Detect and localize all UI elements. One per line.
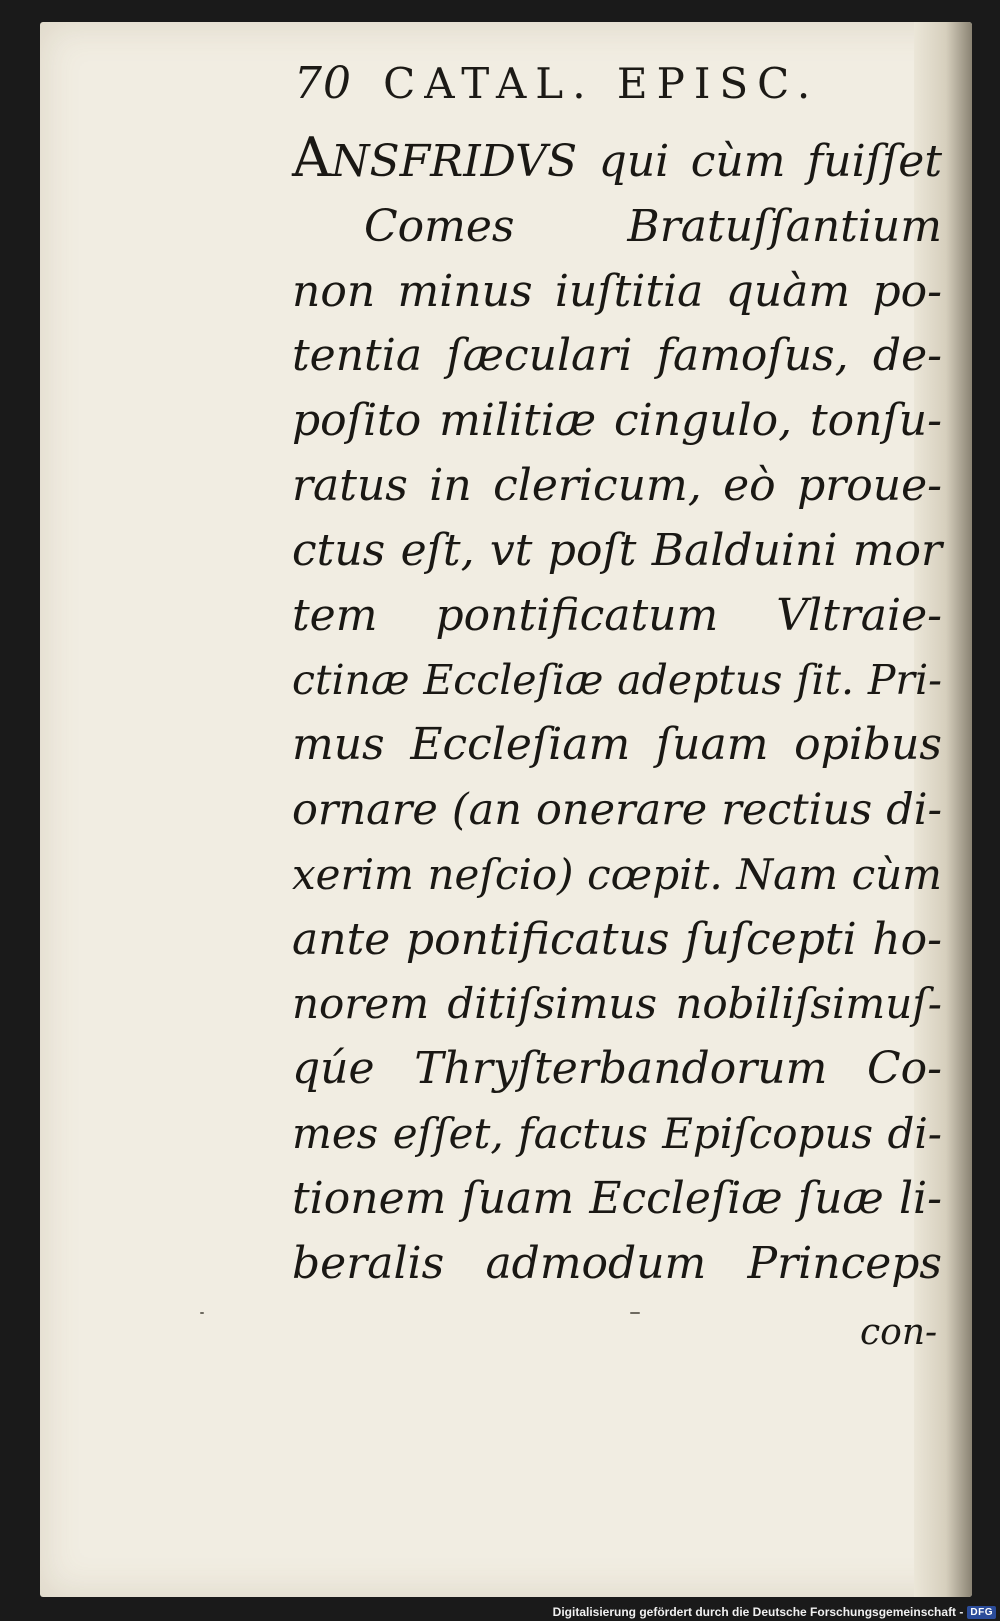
text-line-9: ctinæ Eccleſiæ adeptus ſit. Pri- bbox=[292, 656, 942, 705]
page-number: 70 bbox=[294, 58, 352, 109]
text-line-2: Comes Bratuſſantium bbox=[364, 200, 942, 252]
text-line-13: ante pontificatus ſuſcepti ho- bbox=[292, 913, 942, 965]
text-line-12: xerim neſcio) cœpit. Nam cùm bbox=[292, 849, 942, 899]
text-line-4: tentia ſæculari famoſus, de- bbox=[292, 330, 942, 382]
text-line-18: beralis admodum Princeps bbox=[292, 1237, 942, 1289]
text-line-8: tem pontificatum Vltraie- bbox=[292, 589, 942, 641]
text-line-6: ratus in clericum, eò proue- bbox=[292, 459, 942, 511]
running-header bbox=[294, 58, 819, 109]
text-line-16: mes eſſet, factus Epiſcopus di- bbox=[292, 1108, 942, 1158]
catchword: con- bbox=[860, 1312, 938, 1353]
text-line-14: norem ditiſsimus nobiliſsimuſ- bbox=[292, 979, 942, 1029]
text-line-11: ornare (an onerare rectius di- bbox=[292, 784, 942, 835]
text-line-15: qúe Thryſterbandorum Co- bbox=[292, 1043, 942, 1095]
drop-cap: A bbox=[292, 126, 331, 189]
text-line-1 bbox=[292, 126, 942, 195]
text-line-10: mus Eccleſiam ſuam opibus bbox=[292, 719, 942, 771]
dfg-logo: DFG bbox=[967, 1606, 996, 1619]
paper-speck bbox=[630, 1312, 640, 1314]
text-line-5: poſito militiæ cingulo, tonſu- bbox=[292, 395, 942, 447]
text-line-3: non minus iuſtitia quàm po- bbox=[292, 265, 942, 317]
credit-text: Digitalisierung gefördert durch die Deutsche Forschungsgemeinschaft - bbox=[552, 1605, 964, 1619]
running-title: CATAL. EPISC. bbox=[383, 59, 820, 108]
text-line-1-rest: NSFRIDVS qui cùm fuiſſet bbox=[331, 136, 942, 187]
text-line-7: ctus eſt, vt poſt Balduini mor bbox=[292, 524, 942, 576]
digitization-credit bbox=[553, 1603, 996, 1621]
paper-speck bbox=[200, 1312, 204, 1314]
body-text bbox=[292, 126, 942, 1296]
text-line-17: tionem ſuam Eccleſiæ ſuæ li- bbox=[292, 1172, 942, 1224]
